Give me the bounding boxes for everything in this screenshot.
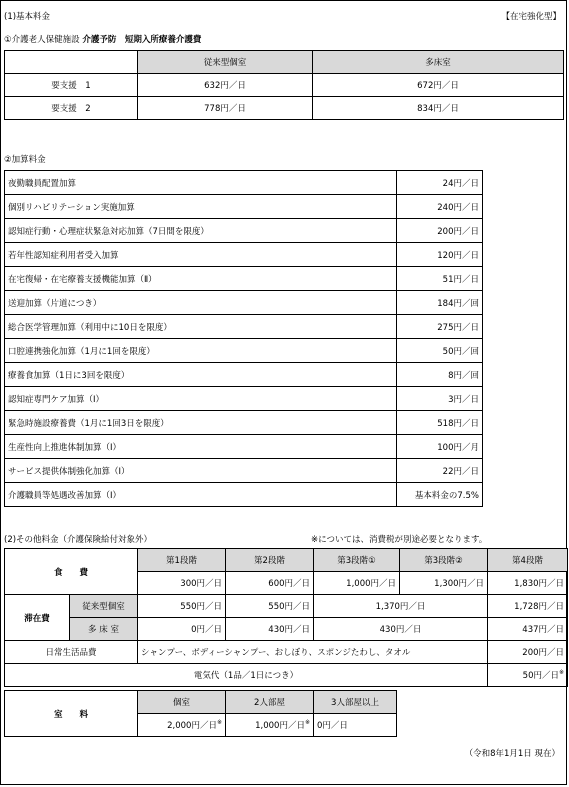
section1-heading: (1)基本料金: [4, 12, 51, 22]
multi-value: 672円／日: [313, 74, 564, 97]
daily-goods-row: [5, 641, 568, 664]
stage-2: 第2段階: [226, 549, 314, 572]
daily-value: 200円／日: [488, 641, 568, 664]
addon-label: サービス提供体制強化加算（Ⅰ）: [5, 459, 397, 483]
stage-1: 第1段階: [138, 549, 226, 572]
stay-label: 滞在費: [5, 595, 70, 641]
stay-multi-label: 多 床 室: [70, 618, 138, 641]
stay-value: 1,728円／日: [488, 595, 568, 618]
room-value-private-cell: [138, 714, 226, 737]
room-fee-table: [4, 690, 397, 737]
basic-title: [4, 33, 201, 45]
empty-cell: [5, 51, 138, 74]
addon-row: [5, 219, 483, 243]
room-col-double: 2人部屋: [226, 691, 314, 714]
addon-label: 生産性向上推進体制加算（Ⅰ）: [5, 435, 397, 459]
addon-value: 24円／日: [397, 171, 483, 195]
electricity-row: [5, 664, 568, 687]
stay-value: 550円／日: [226, 595, 314, 618]
addon-value: 100円／月: [397, 435, 483, 459]
stay-value: 437円／日: [488, 618, 568, 641]
col-multi-bed: 多床室: [313, 51, 564, 74]
addon-value: 518円／日: [397, 411, 483, 435]
stay-private-row: [5, 595, 568, 618]
addon-label: 総合医学管理加算（利用中に10日を限度）: [5, 315, 397, 339]
row-label: 要支援 1: [5, 74, 138, 97]
stay-value: 430円／日: [314, 618, 488, 641]
room-label: 室 料: [5, 691, 138, 737]
addon-value: 基本料金の7.5%: [397, 483, 483, 507]
addon-value: 240円／日: [397, 195, 483, 219]
asterisk: ※: [216, 719, 222, 726]
addon-row: [5, 459, 483, 483]
room-value: 1,000円／日: [255, 721, 305, 731]
stay-value: 550円／日: [138, 595, 226, 618]
table-row: [5, 97, 564, 120]
addon-value: 51円／日: [397, 267, 483, 291]
room-col-shared: 3人部屋以上: [314, 691, 397, 714]
stage-4: 第4段階: [488, 549, 568, 572]
tax-note: ※については、消費税が別途必要となります。: [311, 535, 488, 545]
daily-description: シャンプー、ボディーシャンプー、おしぼり、スポンジたわし、タオル: [138, 641, 488, 664]
meal-value: 1,000円／日: [314, 572, 400, 595]
row-label: 要支援 2: [5, 97, 138, 120]
meal-value: 1,300円／日: [400, 572, 488, 595]
room-value: 2,000円／日: [167, 721, 217, 731]
addon-row: [5, 243, 483, 267]
addon-value: 120円／日: [397, 243, 483, 267]
room-col-private: 個室: [138, 691, 226, 714]
addon-label: 若年性認知症利用者受入加算: [5, 243, 397, 267]
addon-label: 緊急時施設療養費（1月に1回3日を限度）: [5, 411, 397, 435]
other-heading: (2)その他料金（介護保険給付対象外）: [4, 535, 153, 545]
stay-value: 430円／日: [226, 618, 314, 641]
meal-value: 300円／日: [138, 572, 226, 595]
stage-3-1: 第3段階①: [314, 549, 400, 572]
stage-header-row: [5, 549, 568, 572]
stay-value: 0円／日: [138, 618, 226, 641]
addon-row: [5, 315, 483, 339]
private-value: 778円／日: [138, 97, 313, 120]
room-value-double-cell: [226, 714, 314, 737]
addon-value: 184円／回: [397, 291, 483, 315]
addons-heading: ②加算料金: [4, 155, 46, 165]
addon-row: [5, 411, 483, 435]
addon-value: 22円／日: [397, 459, 483, 483]
addon-row: [5, 435, 483, 459]
room-header-row: [5, 691, 397, 714]
addon-value: 3円／日: [397, 387, 483, 411]
private-value: 632円／日: [138, 74, 313, 97]
addon-label: 個別リハビリテーション実施加算: [5, 195, 397, 219]
room-value: 0円／日: [314, 714, 397, 737]
addon-label: 認知症専門ケア加算（Ⅰ）: [5, 387, 397, 411]
basic-fee-table: [4, 50, 564, 120]
electricity-label: 電気代（1品／1日につき）: [5, 664, 488, 687]
basic-title-prefix: ①介護老人保健施設: [4, 35, 80, 45]
col-private-room: 従来型個室: [138, 51, 313, 74]
stay-multi-row: [5, 618, 568, 641]
addon-fee-table: [4, 170, 483, 507]
addon-value: 275円／日: [397, 315, 483, 339]
addon-row: [5, 483, 483, 507]
addon-label: 介護職員等処遇改善加算（Ⅰ）: [5, 483, 397, 507]
addon-row: [5, 387, 483, 411]
asterisk: ※: [558, 669, 565, 676]
type-tag: 【在宅強化型】: [501, 12, 561, 22]
multi-value: 834円／日: [313, 97, 564, 120]
addon-label: 認知症行動・心理症状緊急対応加算（7日間を限度）: [5, 219, 397, 243]
meal-value: 1,830円／日: [488, 572, 568, 595]
addon-row: [5, 339, 483, 363]
meal-label: 食 費: [5, 549, 138, 595]
addon-row: [5, 363, 483, 387]
addon-label: 夜勤職員配置加算: [5, 171, 397, 195]
asterisk: ※: [304, 719, 310, 726]
stay-private-label: 従来型個室: [70, 595, 138, 618]
addon-value: 200円／日: [397, 219, 483, 243]
addon-row: [5, 291, 483, 315]
meal-value: 600円／日: [226, 572, 314, 595]
basic-title-service: 介護予防 短期入所療養介護費: [82, 35, 202, 45]
stage-3-2: 第3段階②: [400, 549, 488, 572]
addon-row: [5, 171, 483, 195]
other-fee-table: [4, 548, 568, 687]
table-header-row: [5, 51, 564, 74]
table-row: [5, 74, 564, 97]
addon-value: 8円／回: [397, 363, 483, 387]
addon-label: 口腔連携強化加算（1月に1回を限度）: [5, 339, 397, 363]
addon-row: [5, 195, 483, 219]
addon-label: 送迎加算（片道につき）: [5, 291, 397, 315]
effective-date: （令和8年1月1日 現在）: [464, 749, 560, 759]
stay-value: 1,370円／日: [314, 595, 488, 618]
addon-value: 50円／回: [397, 339, 483, 363]
electricity-value: 50円／日: [522, 671, 559, 681]
addon-row: [5, 267, 483, 291]
electricity-value-cell: [488, 664, 568, 687]
addon-label: 在宅復帰・在宅療養支援機能加算（Ⅱ）: [5, 267, 397, 291]
addon-label: 療養食加算（1日に3回を限度）: [5, 363, 397, 387]
daily-label: 日常生活品費: [5, 641, 138, 664]
